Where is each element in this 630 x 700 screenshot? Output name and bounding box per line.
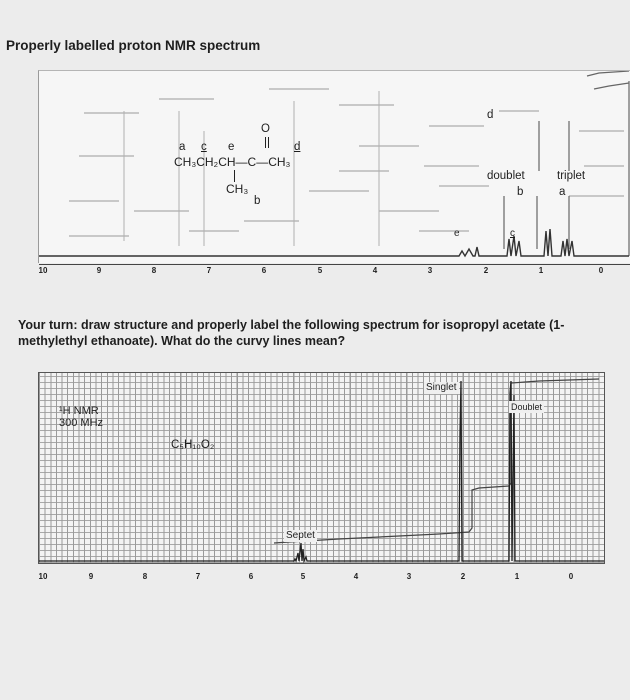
axis-tick: 2 [483, 266, 489, 275]
instrument-label-mhz: 300 MHz [59, 417, 104, 429]
axis-tick: 1 [538, 266, 544, 275]
axis-tick: 1 [514, 572, 520, 581]
example-spectrum-panel [38, 70, 630, 275]
axis-tick: 8 [151, 266, 157, 275]
axis-tick: 10 [38, 266, 48, 275]
question-text: Your turn: draw structure and properly label the following spectrum for isopropyl acetate (1-methylethyl ethanoate). What do the curvy lines mean? [18, 318, 565, 348]
axis-tick: 3 [406, 572, 412, 581]
label-doublet: doublet [487, 170, 525, 182]
axis-tick: 4 [353, 572, 359, 581]
label-septet: Septet [286, 530, 315, 541]
axis-tick: 4 [372, 266, 378, 275]
page-heading: Properly labelled proton NMR spectrum [6, 38, 261, 53]
structure-letter-c: c [201, 141, 207, 153]
structure-letter-a: a [179, 141, 186, 153]
structure-branch: CH₃ [226, 182, 249, 196]
label-doublet: Doublet [511, 402, 543, 412]
molecular-formula: C₅H₁₀O₂ [171, 439, 215, 451]
structure-main-chain: CH₃CH₂CH—C—CH₃ [174, 155, 291, 169]
axis-tick: 9 [88, 572, 94, 581]
axis-tick: 5 [317, 266, 323, 275]
structure-letter-d: d [294, 141, 301, 153]
axis-tick: 7 [195, 572, 201, 581]
peak-label-d: d [487, 109, 494, 121]
structure-oxygen: O [261, 123, 270, 135]
peak-label-e: e [454, 228, 460, 239]
label-triplet-letter: a [559, 186, 566, 198]
practice-spectrum-chart [38, 372, 605, 564]
axis-tick: 9 [96, 266, 102, 275]
axis-tick: 0 [598, 266, 604, 275]
structure-branch-letter: b [254, 195, 261, 207]
label-singlet: Singlet [426, 382, 457, 393]
axis-tick: 5 [300, 572, 306, 581]
instrument-label-1h: ¹H NMR [59, 405, 99, 417]
axis-tick: 7 [206, 266, 212, 275]
axis-tick: 6 [248, 572, 254, 581]
structure-letter-e: e [228, 141, 235, 153]
axis-tick: 3 [427, 266, 433, 275]
label-triplet: triplet [557, 170, 586, 182]
axis-tick: 8 [142, 572, 148, 581]
label-doublet-letter: b [517, 186, 524, 198]
axis-tick: 0 [568, 572, 574, 581]
axis-tick: 6 [261, 266, 267, 275]
axis-tick: 10 [38, 572, 48, 581]
peak-label-c: c [510, 228, 515, 239]
axis-tick: 2 [460, 572, 466, 581]
example-spectrum-lines [39, 71, 630, 263]
